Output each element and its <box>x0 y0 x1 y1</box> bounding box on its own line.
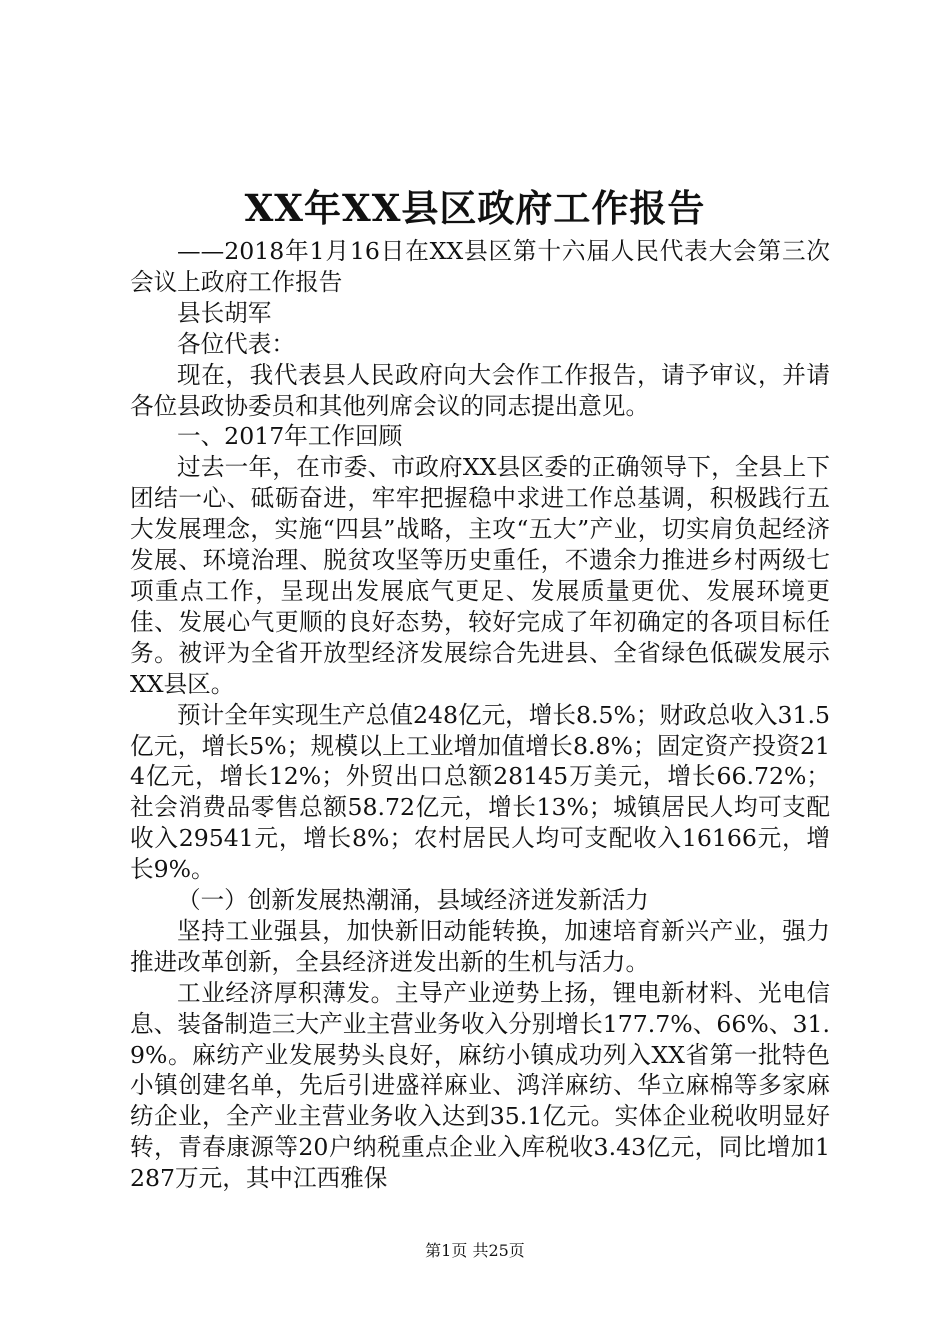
body-paragraph: 现在，我代表县人民政府向大会作工作报告，请予审议，并请各位县政协委员和其他列席会议的同志提出意见。 <box>130 360 830 420</box>
subsection-heading: （一）创新发展热潮涌，县域经济迸发新活力 <box>177 886 649 915</box>
page-number-footer: 第1页 共25页 <box>425 1241 525 1260</box>
body-paragraph: 预计全年实现生产总值248亿元，增长8.5%；财政总收入31.5亿元，增长5%；规模以上工业增加值增长8.8%；固定资产投资214亿元，增长12%；外贸出口总额28145万美元，增长66.72%；社会消费品零售总额58.72亿元，增长13%；城镇居民人均可支配收入29541元，增长8%；农村居民人均可支配收入16166元，增长9%。 <box>130 700 830 884</box>
body-paragraph: 工业经济厚积薄发。主导产业逆势上扬，锂电新材料、光电信息、装备制造三大产业主营业务收入分别增长177.7%、66%、31.9%。麻纺产业发展势头良好，麻纺小镇成功列入XX省第一批特色小镇创建名单，先后引进盛祥麻业、鸿洋麻纺、华立麻棉等多家麻纺企业，全产业主营业务收入达到35.1亿元。实体企业税收明显好转，青春康源等20户纳税重点企业入库税收3.43亿元，同比增加1287万元，其中江西雅保 <box>130 978 830 1193</box>
speaker-line: 县长胡军 <box>177 298 272 327</box>
section-heading: 一、2017年工作回顾 <box>177 422 403 451</box>
subtitle-paragraph: ——2018年1月16日在XX县区第十六届人民代表大会第三次会议上政府工作报告 <box>130 237 830 296</box>
page-title: XX年XX县区政府工作报告 <box>244 186 706 230</box>
salutation: 各位代表： <box>177 329 295 358</box>
body-paragraph: 过去一年，在市委、市政府XX县区委的正确领导下，全县上下团结一心、砥砺奋进，牢牢把握稳中求进工作总基调，积极践行五大发展理念，实施“四县”战略，主攻“五大”产业，切实肩负起经济发展、环境治理、脱贫攻坚等历史重任，不遗余力推进乡村两级七项重点工作，呈现出发展底气更足、发展质量更优、发展环境更佳、发展心气更顺的良好态势，较好完成了年初确定的各项目标任务。被评为全省开放型经济发展综合先进县、全省绿色低碳发展示XX县区。 <box>130 453 830 698</box>
document-body <box>130 236 830 1194</box>
body-paragraph: 坚持工业强县，加快新旧动能转换，加速培育新兴产业，强力推进改革创新，全县经济迸发出新的生机与活力。 <box>130 916 830 976</box>
